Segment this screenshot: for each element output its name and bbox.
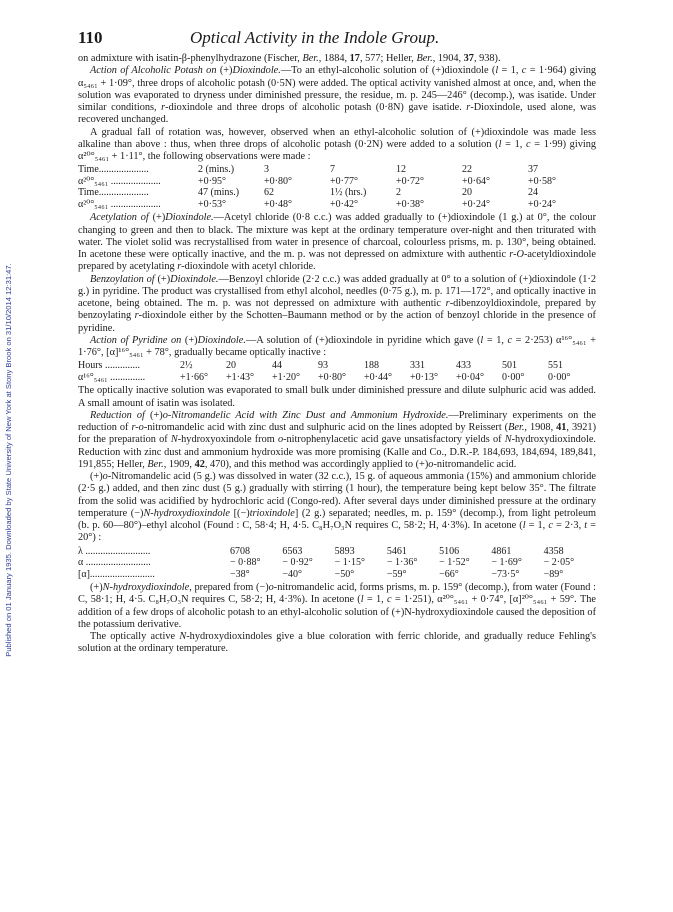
row-label: Time....................: [78, 187, 149, 199]
row-label: [α]..........................: [78, 568, 155, 580]
text-run: = 1,: [501, 138, 526, 150]
table-cell: 7: [330, 164, 335, 176]
table-cell: +0·24°: [528, 198, 556, 210]
section-paragraphs-1: [78, 53, 596, 163]
table-cell: +0·72°: [396, 175, 424, 187]
table-cell: − 1·52°: [439, 557, 470, 568]
table-cell: 44: [272, 360, 282, 372]
table-cell: 6708: [230, 545, 251, 557]
text-run: Ber.: [508, 422, 525, 433]
table-row: [78, 176, 594, 188]
text-run: —Preliminary experiments on the reduction of: [78, 409, 596, 433]
table-cell: +0·38°: [396, 198, 424, 210]
table-cell: −40°: [282, 568, 302, 580]
text-run: —Acetyl chloride (0·8 c.c.) was added gradually to (+)dioxindole (1 g.) at 0°, the colour changing to green and then to black. The mixture was kept at the ordinary temperature over-night and then triturated with water. The violet solid was recrystallised from water in presence of charcoal, colourless prisms, m. p. 130°, being obtained. In acetone these were optically inactive, and the m. p. was not depressed on admixture with authentic: [78, 212, 596, 260]
table-cell: 93: [318, 360, 328, 372]
section-paragraphs-2: [78, 212, 596, 359]
text-run: (+): [90, 471, 103, 482]
text-run: , 1909,: [163, 458, 195, 470]
table-row: [78, 546, 596, 558]
table-cell: +1·43°: [226, 371, 254, 383]
table-row: [78, 360, 594, 372]
table-cell: 37: [528, 164, 538, 176]
text-run: = 1·251), α²⁰°₅₄₆₁ + 0·74°, [α]²⁰°₅₄₆₁ + 59°. The addition of a few drops of alcoholic potash to an ethyl-alcoholic solution of (+)N-hydroxydioxindole caused the deposition of the potassium derivative.: [78, 594, 596, 630]
text-run: N: [179, 631, 187, 642]
table-cell: +0·77°: [330, 175, 358, 187]
table-cell: 12: [396, 164, 406, 176]
text-run: r-O: [509, 249, 524, 260]
text-run: , prepared from (−): [189, 582, 269, 593]
paragraph-p6: [78, 335, 596, 360]
text-run: o: [268, 582, 274, 593]
table-cell: +0·42°: [330, 198, 358, 210]
text-run: -nitromandelic acid, forms prisms, m. p. 159° (decomp.), from water (Found : C, 58·1; H, 4·5. C₈H₇O₃N requires C, 58·2; H, 4·3%). In acetone (: [78, 582, 596, 606]
text-run: 17: [349, 53, 360, 64]
table-cell: 0·00°: [548, 371, 571, 383]
text-run: -dioxindole with acetyl chloride.: [181, 261, 316, 273]
text-run: -dioxindole either by the Schotten–Baumann method or by the action of benzoyl chloride in the presence of pyridine.: [78, 310, 596, 334]
text-run: c: [548, 520, 553, 531]
paragraph-p11: [78, 631, 596, 656]
text-run: 37: [463, 53, 474, 64]
text-run: l: [480, 334, 484, 346]
text-run: (+): [90, 582, 103, 593]
running-title: Optical Activity in the Indole Group.: [190, 28, 440, 47]
table-cell: +0·95°: [198, 175, 226, 187]
text-run: (+): [154, 273, 171, 285]
table-row: [78, 164, 594, 176]
paragraph-p2: [78, 65, 596, 126]
table-cell: +0·64°: [462, 175, 490, 187]
text-run: -acetyldioxindole prepared by acetylating: [78, 249, 596, 273]
text-run: r: [161, 102, 166, 113]
text-run: Reduction of: [90, 409, 145, 421]
table-row: [78, 372, 594, 384]
text-run: N: [170, 434, 178, 446]
text-run: , 3921) for the preparation of: [78, 422, 596, 446]
text-run: Action of Pyridine on: [90, 334, 182, 346]
text-run: Ber.: [302, 53, 319, 64]
text-run: = 1·99) giving α²⁰°₅₄₆₁ + 1·11°, the following observations were made :: [78, 138, 596, 162]
text-run: t: [584, 520, 588, 531]
table-row: [78, 199, 594, 211]
section-paragraphs-4: [78, 582, 596, 656]
paragraph-p4: [78, 212, 596, 273]
paragraph-p8: [78, 410, 596, 471]
text-run: The optically inactive solution was evaporated to small bulk under diminished pressure and dilute sulphuric acid was added. A small amount of isatin was isolated.: [78, 385, 596, 409]
table-cell: +0·44°: [364, 371, 392, 383]
text-run: = 2·3,: [552, 520, 585, 531]
text-run: [(−): [229, 507, 250, 519]
table-cell: 20: [226, 360, 236, 372]
text-run: c: [521, 65, 527, 77]
text-run: Dioxindole.: [165, 212, 214, 224]
table-cell: −73·5°: [491, 568, 520, 580]
text-run: o-Nitromandelic Acid with Zinc Dust and Ammonium Hydroxide.: [162, 409, 449, 421]
table-cell: +0·04°: [456, 371, 484, 383]
rotation-time-table: [78, 164, 594, 210]
text-run: -dibenzoyldioxindole, prepared by benzoylating: [78, 298, 596, 322]
table-cell: −89°: [543, 568, 564, 580]
text-run: = 2·253) α¹⁶°₅₄₆₁ + 1·76°, [α]¹⁶°₅₄₆₁ + 78°, gradually became optically inactive :: [78, 334, 596, 358]
text-run: , 1908,: [524, 422, 557, 433]
text-run: (+): [216, 65, 233, 77]
download-watermark: [2, 70, 16, 850]
text-run: , 1904,: [432, 53, 464, 64]
text-run: r: [466, 102, 471, 113]
table-cell: +0·48°: [264, 198, 292, 210]
table-cell: +1·20°: [272, 371, 300, 383]
page-header: [78, 28, 598, 50]
text-run: = 20°) :: [78, 520, 596, 544]
text-run: Acetylation of: [90, 212, 149, 224]
row-label: α ..........................: [78, 557, 151, 568]
text-run: -hydroxydioxindole. Reduction with zinc dust and ammonium hydroxide was more promising (Kalle and Co., D.R.-P. 184,693, 184,694, 189,841, 191,855; Heller,: [78, 434, 596, 470]
table-cell: 62: [264, 187, 274, 199]
text-run: o: [277, 434, 284, 446]
table-row: [78, 187, 594, 199]
table-cell: +0·58°: [528, 175, 556, 187]
text-run: , 938).: [473, 53, 501, 64]
text-run: o: [102, 471, 108, 482]
text-run: The optically active: [90, 631, 180, 642]
paragraph-p7: [78, 385, 596, 410]
table-cell: −50°: [334, 568, 355, 580]
row-label: Hours ..............: [78, 360, 140, 372]
text-run: o: [428, 458, 434, 470]
table-row: [78, 557, 596, 569]
table-cell: 5461: [386, 545, 407, 557]
table-cell: 551: [548, 360, 563, 372]
text-run: Action of Alcoholic Potash on: [90, 65, 217, 77]
paragraph-p10: [78, 582, 596, 631]
section-paragraphs-3: [78, 385, 596, 544]
table-cell: 0·00°: [502, 371, 525, 383]
table-cell: 331: [410, 360, 425, 372]
text-run: trioxindole: [249, 507, 295, 519]
text-run: —Benzoyl chloride (2·2 c.c.) was added gradually at 0° to a solution of (+)dioxindole (1·2 g.) in pyridine. The product was crystallised from ethyl alcohol, needles (0·75 g.), m. p. 171—172°, and optically inactive in acetone, being obtained. The m. p. was not depressed on admixture with authentic: [78, 273, 596, 309]
table-cell: 3: [264, 164, 269, 176]
row-label: Time....................: [78, 164, 149, 176]
text-run: —A solution of (+)dioxindole in pyridine which gave (: [245, 334, 481, 346]
table-cell: 501: [502, 360, 517, 372]
text-run: Ber.: [147, 458, 164, 470]
table-cell: 1½ (hrs.): [330, 187, 367, 199]
table-cell: +0·80°: [264, 175, 292, 187]
text-run: = 1·964) giving α₅₄₆₁ + 1·09°, three drops of alcoholic potash (0·5N) were added. The optical activity vanished almost at once, and, when the solution was evaporated to dryness under diminished pressure, the residue, m. p. 245—246° (decomp.), was isatide. Under similar conditions,: [78, 65, 597, 113]
table-cell: 4861: [491, 545, 512, 557]
text-run: c: [507, 334, 513, 346]
table-cell: +0·53°: [198, 198, 226, 210]
text-run: , 577; Heller,: [359, 53, 417, 64]
text-run: Benzoylation of: [90, 273, 155, 285]
text-run: N: [504, 434, 512, 446]
text-run: -hydroxyoxindole from: [177, 434, 278, 446]
table-cell: − 1·36°: [386, 557, 418, 568]
text-run: r-o: [131, 422, 144, 433]
table-cell: +0·13°: [410, 371, 438, 383]
text-run: 41: [556, 422, 567, 433]
text-run: on admixture with isatin-β-phenylhydrazone (Fischer,: [78, 53, 303, 64]
table-cell: 20: [462, 187, 472, 199]
text-run: —To an ethyl-alcoholic solution of (+)dioxindole (: [280, 65, 496, 77]
text-run: l: [522, 520, 526, 531]
text-run: = 1,: [483, 334, 508, 346]
text-run: -nitromandelic acid.: [433, 458, 517, 470]
table-cell: − 0·88°: [230, 557, 261, 568]
table-cell: 2 (mins.): [198, 164, 235, 176]
table-cell: 22: [462, 164, 472, 176]
table-cell: +0·80°: [318, 371, 346, 383]
table-cell: −59°: [386, 568, 407, 580]
table-cell: −38°: [230, 568, 250, 580]
table-cell: +1·66°: [180, 371, 208, 383]
row-label: α²⁰°₅₄₆₁ ....................: [78, 198, 161, 210]
text-run: Dioxindole.: [232, 65, 281, 77]
text-run: N-hydroxydioxindole: [102, 582, 190, 593]
text-run: -Dioxindole, used alone, was recovered unchanged.: [78, 102, 596, 126]
text-run: c: [526, 138, 531, 150]
text-run: (+): [144, 409, 163, 421]
row-label: α²⁰°₅₄₆₁ ....................: [78, 175, 161, 187]
text-run: Ber.: [416, 53, 433, 64]
text-run: r: [134, 310, 139, 322]
table-cell: 188: [364, 360, 379, 372]
text-run: Dioxindole.: [170, 273, 219, 285]
text-run: = 1,: [498, 65, 522, 77]
table-cell: 2: [396, 187, 401, 199]
text-run: (+): [148, 212, 166, 224]
paragraph-p9: [78, 471, 596, 545]
download-watermark-text: Published on 01 January 1935. Downloaded by State University of New York at Stony Brook on 31/10/2014 12:31:47.: [4, 263, 13, 657]
table-cell: −66°: [439, 568, 459, 580]
text-run: l: [360, 594, 364, 606]
page-number: 110: [78, 28, 103, 47]
row-label: α¹⁶°₅₄₆₁ ..............: [78, 371, 146, 383]
row-label: λ ..........................: [78, 545, 151, 557]
text-run: c: [386, 594, 392, 606]
paragraph-p3: [78, 127, 596, 164]
paragraph-p1: [78, 53, 596, 65]
text-run: A gradual fall of rotation was, however, observed when an ethyl-alcoholic solution of (+)dioxindole was made less alkaline than above : thus, when three drops of alcoholic potash (0·2N) were added to a solution (: [78, 126, 596, 150]
table-cell: 2½: [180, 360, 193, 372]
text-run: = 1,: [525, 520, 549, 531]
text-run: -dioxindole and three drops of alcoholic potash (0·8N) gave isatide.: [165, 102, 467, 113]
table-cell: 5106: [439, 545, 460, 557]
table-cell: 433: [456, 360, 471, 372]
article-body: [78, 53, 596, 656]
text-run: ] (2 g.) separated; needles, m. p. 159° (decomp.), from light petroleum (b. p. 60—80°)–ethyl alcohol (Found : C, 58·4; H, 4·5. C₈H₇O₃N requires C, 58·2; H, 4·3%). In acetone (: [78, 507, 596, 531]
text-run: = 1,: [363, 594, 387, 606]
paragraph-p5: [78, 274, 596, 335]
pyridine-rotation-table: [78, 360, 594, 383]
table-cell: 4358: [543, 545, 564, 557]
table-cell: − 1·69°: [491, 557, 522, 568]
table-cell: +0·24°: [462, 198, 490, 210]
text-run: 42: [194, 458, 205, 470]
text-run: r: [177, 261, 182, 273]
table-cell: 5893: [334, 545, 355, 557]
text-run: Dioxindole.: [197, 334, 246, 346]
text-run: l: [498, 138, 502, 150]
text-run: -nitromandelic acid with zinc dust and sulphuric acid on the lines adopted by Reissert (: [143, 422, 509, 433]
table-cell: 47 (mins.): [198, 187, 240, 199]
table-cell: − 1·15°: [334, 557, 366, 568]
rotatory-dispersion-table: [78, 546, 596, 581]
text-run: -Nitromandelic acid (5 g.) was dissolved in water (32 c.c.), 15 g. of aqueous ammonia (15%) and ammonium chloride (2·5 g.) added, and then zinc dust (5 g.) gradually with stirring (1 hour), the temperature being kept below 35°. The filtrate from the solid was acidified by hydrochloric acid (Congo-red). After several days under diminished pressure at the ordinary temperature (−): [78, 471, 596, 519]
text-run: N-hydroxydioxindole: [143, 507, 230, 519]
text-run: (+): [181, 334, 198, 346]
text-run: r: [445, 298, 450, 309]
text-run: -hydroxydioxindoles give a blue coloration with ferric chloride, and gradually reduce Fehling's solution at the ordinary temperature.: [78, 631, 596, 655]
table-cell: − 0·92°: [282, 557, 313, 568]
text-run: l: [495, 65, 499, 77]
table-cell: 6563: [282, 545, 303, 557]
table-cell: − 2·05°: [543, 557, 575, 568]
table-cell: 24: [528, 187, 538, 199]
table-row: [78, 569, 596, 581]
text-run: , 470), and this method was accordingly applied to (+): [204, 458, 429, 470]
text-run: -nitrophenylacetic acid gave unsatisfactory yields of: [283, 434, 505, 446]
text-run: , 1884,: [318, 53, 350, 64]
